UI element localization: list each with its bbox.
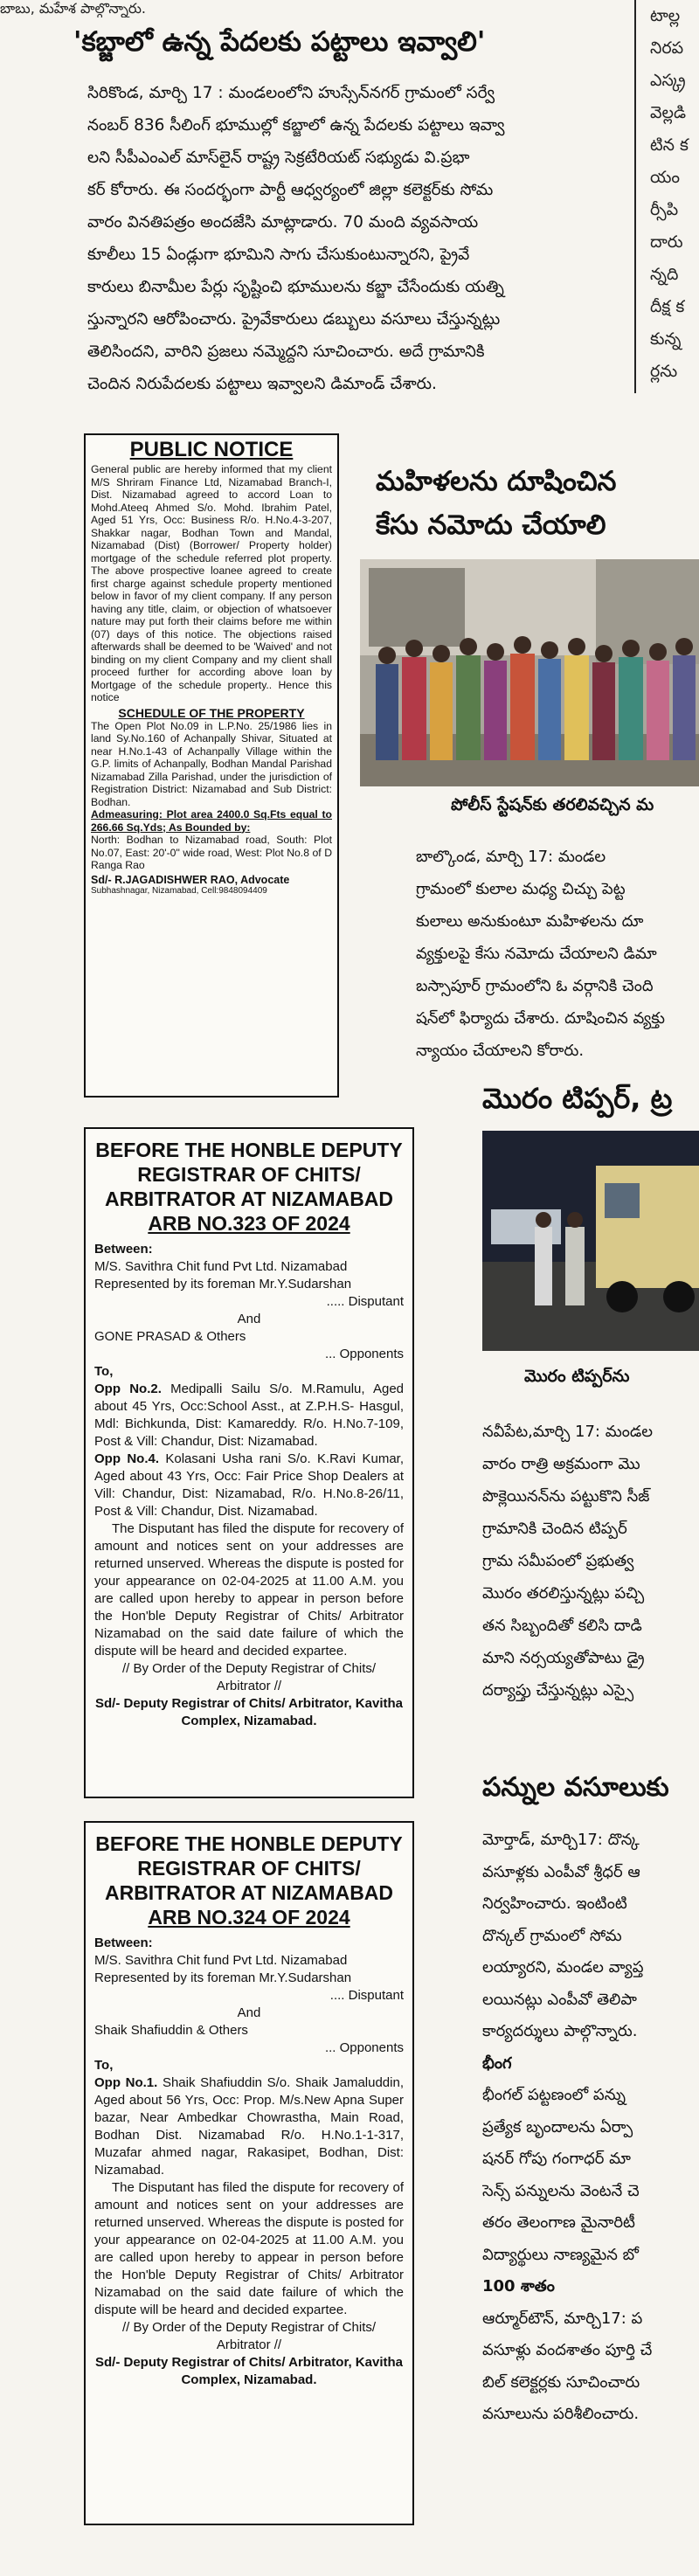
article1-line: సిరికొండ, మార్చి 17 : మండలంలోని హుస్సేన్‌నగర్ గ్రామంలో సర్వే: [87, 84, 495, 102]
arb1-opp2-label: Opp No.4.: [94, 1451, 160, 1466]
arb1-title-line3: ARBITRATOR AT NIZAMABAD: [104, 1188, 394, 1210]
right-fragment-line: న్నది: [650, 265, 679, 284]
measuring-text: Admeasuring: Plot area 2400.0 Sq.Fts equal to 266.66 Sq.Yds; As Bounded by:: [91, 808, 332, 834]
right-fragment-line: ర్సీపి: [650, 200, 679, 219]
article1-line: వారం వినతిపత్రం అందజేసి మాట్లాడారు. 70 మంది వ్యవసాయ: [87, 213, 479, 232]
arb1-opp-label: Opp No.2.: [94, 1381, 162, 1396]
article1-line: లని సీపీఎంఎల్ మాస్‌లైన్ రాష్ట్ర సెక్రటేరియట్ సభ్యుడు వి.ప్రభా: [87, 149, 470, 167]
arb1-title-line2: REGISTRAR OF CHITS/: [137, 1163, 361, 1186]
public-notice-title: PUBLIC NOTICE: [129, 438, 294, 461]
tipper-seized-photo: [482, 1131, 699, 1351]
arb1-case-number: ARB NO.323 OF 2024: [148, 1212, 350, 1235]
arb1-opp-text: Medipalli Sailu S/o. M.Ramulu, Aged about 45 Yrs, Occ:School Asst., at Z.P.H.S- Hasgul, Mdl: Bichkunda, Dist: Kamareddy. R/o. H.No.7-109, Post & Vill: Chandur, Dist: Nizamabad.: [94, 1381, 405, 1449]
women-protest-photo: [360, 559, 699, 786]
article3-line: మాని నర్సయ్యతోపాటు డ్రై: [482, 1649, 645, 1667]
arbitration-notice-323: [84, 1127, 414, 1798]
article4-line: కార్యదర్శులు పాల్గొన్నారు.: [482, 2022, 638, 2040]
article4-line: ఆర్మూర్‌టౌన్, మార్చి17: ప: [482, 2309, 643, 2328]
arb2-title-line2: REGISTRAR OF CHITS/: [137, 1857, 361, 1880]
article4-line: లయ్యారని, మండల వ్యాప్త: [482, 1958, 644, 1977]
right-fragment-line: ర్లను: [650, 362, 678, 381]
article2-photo-caption: పోలీస్ స్టేషన్‌కు తరలివచ్చిన మ: [451, 795, 654, 814]
article4-line: ప్రత్యేక బృందాలను ఏర్పా: [482, 2117, 633, 2136]
article2-line: షన్‌లో ఫిర్యాదు చేశారు. దూషించిన వ్యక్తు: [416, 1009, 665, 1028]
arb1-opponent-a: [94, 1381, 404, 1451]
article4-line: మోర్తాడ్, మార్చి17: దొన్క: [482, 1831, 640, 1849]
article3-line: నవీపేట,మార్చి 17: మండల: [482, 1423, 653, 1441]
right-fragment-line: వెల్లడి: [650, 103, 687, 122]
public-notice-body: General public are hereby informed that my client M/S Shriram Finance Ltd, Nizamabad Branch-I, Dist. Nizamabad agreed to accord Loan to Mohd.Ateeq Ahmed S/o. Mohd. Ibrahim Patel, Aged 51 Yrs, Occ: Business R/o. H.No.4-3-207, Shakkar nagar, Bodhan Town and Mandal, Nizamabad (Dist) (Borrower/ Property holder) mortgage of the schedule referred plot property. The above prospective loanee agreed to create first charge against schedule property mentioned below in favor of my client company. If any person having any title, claim, or objection of whatsoever nature may put forth their claims before me within (07) days of this notice. The objections raised afterwards shall be deemed to be 'Waived' and not binding on my client Company and my client shall proceed further for according above loan by Mortgage of the schedule property.. Hence this notice: [91, 463, 332, 703]
right-fragment-line: యం: [650, 168, 681, 187]
article2-line: కులాలు అనుకుంటూ మహిళలను దూ: [416, 912, 644, 931]
article1-body: [87, 77, 629, 400]
article1-line: కూలీలు 15 ఏండ్లుగా భూమిని సాగు చేసుకుంటున్నారని, ప్రైవే: [87, 246, 470, 264]
article4-subhead: 100 శాతం: [482, 2277, 555, 2296]
right-fragment-line: టాల్ల: [650, 6, 681, 25]
arb1-and: And: [237, 1312, 261, 1326]
column-divider: [634, 0, 636, 393]
arb2-title: [94, 1832, 404, 1929]
article2-line: వ్యక్తులపై కేసు నమోదు చేయాలని డిమా: [416, 945, 657, 963]
article3-line: మొరం తరలిస్తున్నట్లు పచ్చి: [482, 1584, 645, 1603]
arb2-signature: Sd/- Deputy Registrar of Chits/ Arbitrator, Kavitha Complex, Nizamabad.: [95, 2355, 403, 2387]
arb1-body: The Disputant has filed the dispute for recovery of amount and notices sent on your addresses are returned unserved. Whereas the dispute is posted for your appearance on 02-04-2025 at 11.00 A.M. you are called upon hereby to appear in person before the Hon'ble Deputy Registrar of Chits/ Arbitrator Nizamabad on the said date failure of which the dispute will be heard and decided expartee.: [94, 1521, 404, 1658]
article4-line: విద్యార్థులు నాణ్యమైన బో: [482, 2245, 639, 2264]
article2-headline: [376, 460, 616, 547]
public-notice: [84, 433, 339, 1098]
article3-line: దర్యాప్తు చేస్తున్నట్లు ఎస్సై: [482, 1681, 634, 1700]
article1-line: స్తున్నారని ఆరోపించారు. ప్రైవేకారులు డబ్బులు వసూలు చేస్తున్నట్లు: [87, 310, 501, 329]
article2-line: బస్సాపూర్ గ్రామంలోని ఓ వర్గానికి చెంది: [416, 977, 654, 995]
article4-line: వసూళ్లకు ఎంపీవో శ్రీధర్ ఆ: [482, 1862, 640, 1881]
arb2-opp-label: Opp No.1.: [94, 2075, 158, 2090]
article4-headline: పన్నుల వసూలుకు: [482, 1772, 669, 1803]
arb1-disputant: ..... Disputant: [326, 1294, 404, 1309]
article1-line: నంబర్ 836 సీలింగ్ భూముల్లో కబ్జాలో ఉన్న పేదలకు పట్టాలు ఇవ్వా: [87, 116, 505, 135]
article4-line: వసూలును పరిశీలించారు.: [482, 2405, 640, 2423]
arb2-disputant: .... Disputant: [329, 1988, 404, 2003]
article4-line: లయినట్లు ఎంపీవో తెలిపా: [482, 1990, 637, 2009]
article3-line: వారం రాత్రి అక్రమంగా మొ: [482, 1455, 640, 1473]
schedule-title: SCHEDULE OF THE PROPERTY: [118, 705, 305, 720]
article4-body: [482, 1825, 699, 2431]
arb1-opp2-text: Kolasani Usha rani S/o. K.Ravi Kumar, Aged about 43 Yrs, Occ: Fair Price Shop Dealers at Vill: Chandur, Dist: Nizamabad, R/o. H.No.8-26/11, Post & Vill: Chandur, Dist. Nizamabad.: [94, 1451, 404, 1519]
arb1-to: To,: [94, 1364, 114, 1379]
article1-line: చెందిన నిరుపేదలకు పట్టాలు ఇవ్వాలని డిమాండ్ చేశారు.: [87, 375, 437, 393]
arb2-opponent-a: [94, 2074, 404, 2179]
arb1-petitioner: M/S. Savithra Chit fund Pvt Ltd. Nizamabad Represented by its foreman Mr.Y.Sudarshan: [94, 1259, 352, 1291]
article4-line: తరం తెలంగాణ మైనారిటీ: [482, 2213, 635, 2232]
article3-line: పొక్లెయినన్‌ను పట్టుకొని సీజ్: [482, 1487, 650, 1506]
arb1-title-line1: BEFORE THE HONBLE DEPUTY: [95, 1139, 403, 1161]
bounds-text: North: Bodhan to Nizamabad road, South: Plot No.07, East: 20'-0" wide road, West: Plot No.8 of D Ranga Rao: [91, 834, 332, 871]
arb2-title-line1: BEFORE THE HONBLE DEPUTY: [95, 1832, 403, 1855]
arb2-opponents: ... Opponents: [324, 2040, 404, 2055]
arb2-opp-text: Shaik Shafiuddin S/o. Shaik Jamaluddin, Aged about 56 Yrs, Occ: Prop. M/s.New Apna Super bazar, Near Ambedkar Chowrastha, Main Road, Bodhan Dist. Nizamabad R/o. H.No.1-1-317, Muzafar ahmed nagar, Rakasipet, Bodhan, Dist: Nizamabad.: [94, 2075, 404, 2178]
right-fragment-line: ఎస్క్ర: [650, 71, 686, 90]
notice-signature: Sd/- R.JAGADISHWER RAO, Advocate: [91, 873, 290, 886]
arb1-order: // By Order of the Deputy Registrar of Chits/ Arbitrator //: [121, 1661, 377, 1693]
arb2-body: The Disputant has filed the dispute for recovery of amount and notices sent on your addresses are returned unserved. Whereas the dispute is posted for your appearance on 02-04-2025 at 11.00 A.M. you are called upon hereby to appear in person before the Hon'ble Deputy Registrar of Chits/ Arbitrator Nizamabad on the said date failure of which the dispute will be heard and decided expartee.: [94, 2180, 404, 2317]
article4-line: సెన్స్ పన్నులను వెంటనే చె: [482, 2181, 640, 2200]
article2-line: బాల్కొండ, మార్చి 17: మండల: [416, 848, 606, 866]
arbitration-notice-324: [84, 1821, 414, 2525]
article4-line: నిర్వహించారు. ఇంటింటి: [482, 1894, 627, 1913]
article1-headline: 'కబ్జాలో ఉన్న పేదలకు పట్టాలు ఇవ్వాలి': [73, 26, 486, 58]
article1-line: కారులు బినామీల పేర్లు సృష్టించి భూములను కబ్జా చేసేందుకు యత్ని: [87, 278, 504, 296]
article2-line: న్యాయం చేయాలని కోరారు.: [416, 1042, 585, 1060]
schedule-text: The Open Plot No.09 in L.P.No. 25/1986 lies in land Sy.No.160 of Achanpally Shivar, Situated at near H.No.1-43 of Achanpally Village within the G.P. limits of Achanpally, Bodhan Mandal Parishad Nizamabad Zilla Parishad, under the jurisdiction of Registration District: Nizamabad and Sub District: Bodhan.: [91, 719, 332, 808]
arb1-signature: Sd/- Deputy Registrar of Chits/ Arbitrator, Kavitha Complex, Nizamabad.: [95, 1696, 403, 1728]
arb2-case-number: ARB NO.324 OF 2024: [148, 1906, 350, 1929]
arb2-between: Between:: [94, 1935, 153, 1950]
right-column-fragments: [650, 0, 699, 388]
article4-line: షనర్ గోపు గంగాధర్ మా: [482, 2150, 632, 2168]
arb1-opponents: ... Opponents: [324, 1347, 404, 1361]
right-fragment-line: టిన క: [650, 135, 689, 155]
article2-body: [416, 841, 699, 1067]
article3-line: గ్రామానికి చెందిన టిప్పర్: [482, 1520, 627, 1538]
arb2-and: And: [237, 2005, 261, 2020]
arb2-respondent: Shaik Shafiuddin & Others: [94, 2023, 248, 2038]
article2-headline-line1: మహిళలను దూషించిన: [376, 466, 617, 497]
article3-headline: మొరం టిప్పర్, ట్ర: [482, 1082, 673, 1115]
arb1-opponent-b: [94, 1451, 404, 1520]
arb2-to: To,: [94, 2058, 114, 2073]
right-fragment-line: నిరప: [650, 38, 684, 58]
article3-body: [482, 1416, 699, 1707]
article2-headline-line2: కేసు నమోదు చేయాలి: [376, 509, 606, 541]
article2-line: గ్రామంలో కులాల మధ్య చిచ్చు పెట్ట: [416, 880, 626, 898]
article4-line: భీంగల్ పట్టణంలో పన్ను: [482, 2086, 626, 2104]
article4-line: వసూళ్లు వందశాతం పూర్తి చే: [482, 2341, 653, 2359]
right-fragment-line: దీక్ష క: [650, 297, 685, 316]
top-strip-text: బాబు, మహేశ పాల్గొన్నారు.: [0, 0, 146, 17]
article1-line: కర్ కోరారు. ఈ సందర్భంగా పార్టీ ఆధ్వర్యంలో జిల్లా కలెక్టర్‌కు సోమ: [87, 181, 494, 199]
article4-line: దొన్కల్ గ్రామంలో సోమ: [482, 1926, 622, 1945]
arb1-title: [94, 1138, 404, 1236]
right-fragment-line: దారు: [650, 232, 683, 252]
article3-photo-caption: మొరం టిప్పర్‌ను: [524, 1367, 630, 1386]
arb2-title-line3: ARBITRATOR AT NIZAMABAD: [104, 1881, 394, 1904]
arb2-petitioner: M/S. Savithra Chit fund Pvt Ltd. Nizamabad Represented by its foreman Mr.Y.Sudarshan: [94, 1953, 352, 1985]
arb1-respondent: GONE PRASAD & Others: [94, 1329, 246, 1344]
article3-line: గ్రామ సమీపంలో ప్రభుత్వ: [482, 1552, 634, 1570]
right-fragment-line: కున్న: [650, 329, 682, 349]
article4-subhead: భీంగ: [482, 2053, 512, 2073]
article1-line: తెలిసిందని, వారిని ప్రజలు నమ్మెద్దని సూచించారు. అదే గ్రామానికి: [87, 343, 485, 361]
article3-line: తన సిబ్బందితో కలిసి దాడి: [482, 1617, 642, 1635]
arb1-between: Between:: [94, 1242, 153, 1257]
notice-address: Subhashnagar, Nizamabad, Cell:9848094409: [91, 885, 267, 896]
article4-line: బిల్ కలెక్టర్లకు సూచించారు: [482, 2372, 640, 2392]
arb2-order: // By Order of the Deputy Registrar of Chits/ Arbitrator //: [121, 2320, 377, 2352]
